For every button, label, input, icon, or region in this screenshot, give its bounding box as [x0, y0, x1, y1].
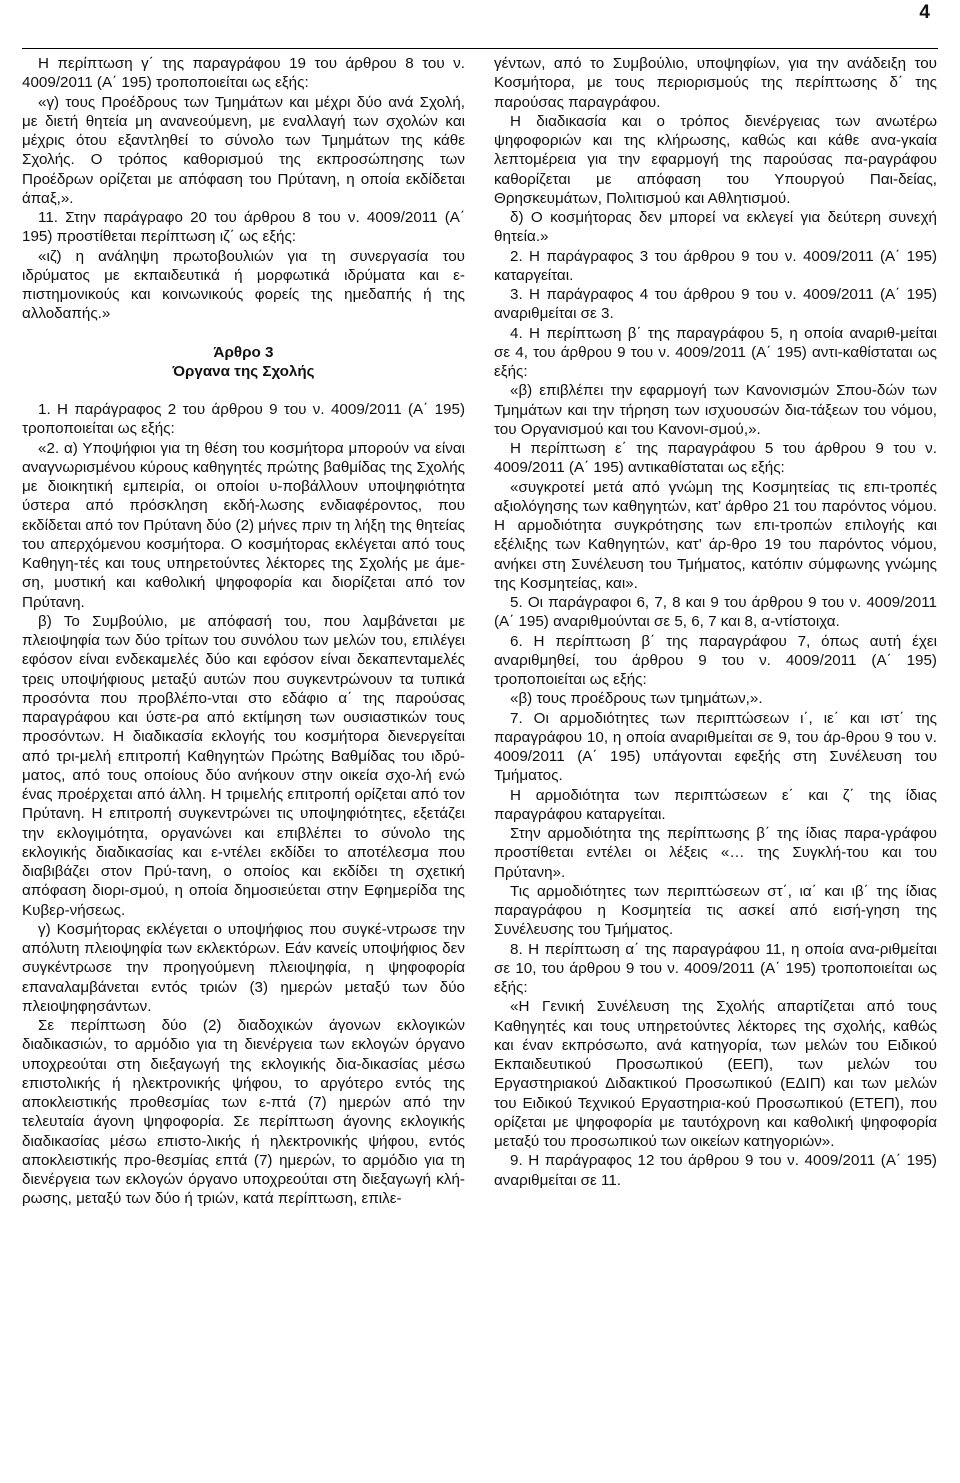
header-rule	[22, 48, 938, 49]
paragraph: «Η Γενική Συνέλευση της Σχολής απαρτίζεται από τους Καθηγητές και τους υπηρετούντες λέκτορες της σχολής, καθώς και έναν εκπρόσωπο, ανά κατηγορία, των μελών του Ειδικού Εκπαιδευτικού Προσωπικού (ΕΕΠ), των μελών του Εργαστηριακού Διδακτικού Προσωπικού (ΕΔΙΠ) και των μελών του Ειδικού Τεχνικού Εργαστηρια-κού Προσωπικού (ΕΤΕΠ), που ορίζεται με ψηφοφορία με ταυτόχρονη και καθολική ψηφοφορία μεταξύ του προσωπικού των οικείων κατηγοριών».	[494, 998, 937, 1150]
spacer	[22, 324, 465, 343]
paragraph: 9. Η παράγραφος 12 του άρθρου 9 του ν. 4009/2011 (Α΄ 195) αναριθμείται σε 11.	[494, 1152, 937, 1189]
paragraph: «συγκροτεί μετά από γνώμη της Κοσμητείας τις επι-τροπές αξιολόγησης των καθηγητών, κατ’ άρθρο 21 του παρόντος νόμου. Η αρμοδιότητα συγκρότησης των επι-τροπών επιλογής και εξέλιξης των Καθηγητών, κατ’ άρ-θρο 19 του παρόντος νόμου, ανήκει στη Συνέλευση του Τμήματος, κατόπιν σύμφωνης γνώμης της Κοσμητείας, και».	[494, 478, 937, 592]
paragraph: 3. Η παράγραφος 4 του άρθρου 9 του ν. 4009/2011 (Α΄ 195) αναριθμείται σε 3.	[494, 286, 937, 323]
paragraph: «ιζ) η ανάληψη πρωτοβουλιών για τη συνεργασία του ιδρύματος με εκπαιδευτικά ή μορφωτικά ιδρύματα και ε-πιστημονικούς και κοινωνικούς φορείς της ημεδαπής ή της αλλοδαπής.»	[22, 247, 465, 323]
paragraph: Η περίπτωση γ΄ της παραγράφου 19 του άρθρου 8 του ν. 4009/2011 (Α΄ 195) τροποποιείται ως εξής:	[22, 55, 465, 92]
paragraph: 2. Η παράγραφος 3 του άρθρου 9 του ν. 4009/2011 (Α΄ 195) καταργείται.	[494, 247, 937, 284]
paragraph: Τις αρμοδιότητες των περιπτώσεων στ΄, ια΄ και ιβ΄ της ίδιας παραγράφου η Κοσμητεία τις ασκεί από εισή-γηση της Συνέλευσης του Τμήματος.	[494, 882, 937, 939]
paragraph: Στην αρμοδιότητα της περίπτωσης β΄ της ίδιας παρα-γράφου προστίθεται εντέλει οι λέξεις «… της Συγκλή-του και του Πρύτανη».	[494, 825, 937, 881]
paragraph: 8. Η περίπτωση α΄ της παραγράφου 11, η οποία ανα-ριθμείται σε 10, του άρθρου 9 του ν. 4009/2011 (Α΄ 195) τροποποιείται ως εξής:	[494, 940, 937, 996]
paragraph: β) Το Συμβούλιο, με απόφασή του, που λαμβάνεται με πλειοψηφία των δύο τρίτων του συνόλου των μελών του, επιλέγει εφόσον είναι ενδεκαμελές δύο και εφόσον είναι δεκαπενταμελές τρεις υποψήφιους μεταξύ αυτών που συγκεντρώνουν τα τυπικά προσόντα που προβλέπο-νται στο εδάφιο α΄ της παρούσας παραγράφου και ύστε-ρα από εκτίμηση των ουσιαστικών τους προσόντων. Η διαδικασία εκλογής του κοσμήτορα διενεργείται από τρι-μελή επιτροπή Καθηγητών Πρώτης Βαθμίδας του ιδρύ-ματος, από τους οποίους δύο ανήκουν στην οικεία σχο-λή ενώ ένας προέρχεται από άλλη. Η τριμελής επιτροπή ορίζεται από τον Πρύτανη. Η επιτροπή συγκεντρώνει τις υποψηφιότητες, εξετάζει την εκλογιμότητα, οργανώνει και επιβλέπει το σύνολο της εκλογικής διαδικασίας και ε-ντέλει εκδίδει το αποτέλεσμα που διαβιβάζει στον Πρύ-τανη, ο οποίος και εκδίδει τη σχετική απόφαση διορι-σμού, η οποία δημοσιεύεται στην Εφημερίδα της Κυβερ-νήσεως.	[22, 612, 465, 919]
paragraph: «2. α) Υποψήφιοι για τη θέση του κοσμήτορα μπορούν να είναι αναγνωρισμένου κύρους καθηγητές πρώτης βαθμίδας της Σχολής με διοικητική εμπειρία, οι οποίοι υ-ποβάλλουν υποψηφιότητα ύστερα από πρόσκληση εκδή-λωσης ενδιαφέροντος, που εκδίδεται από τον Πρύτανη δύο (2) μήνες πριν τη λήξη της θητείας του απερχόμενου κοσμήτορα. Ο κοσμήτορας εκλέγεται από τους Καθηγη-τές και τους υπηρετούντες λέκτορες της Σχολής με άμε-ση, μυστική και καθολική ψηφοφορία και διορίζεται από τον Πρύτανη.	[22, 439, 466, 611]
paragraph: «β) επιβλέπει την εφαρμογή των Κανονισμών Σπου-δών των Τμημάτων και την τήρηση των ισχυουσών δια-τάξεων του νόμου, του Οργανισμού και του Κανονι-σμού,».	[494, 382, 937, 438]
paragraph: 7. Οι αρμοδιότητες των περιπτώσεων ι΄, ιε΄ και ιστ΄ της παραγράφου 10, η οποία αναριθμείται σε 9, του άρ-θρου 9 του ν. 4009/2011 (Α΄ 195) υπάγονται εφεξής στη Συνέλευση του Τμήματος.	[494, 709, 937, 785]
paragraph: «β) τους προέδρους των τμημάτων,».	[510, 690, 763, 708]
paragraph: Η περίπτωση ε΄ της παραγράφου 5 του άρθρου 9 του ν. 4009/2011 (Α΄ 195) αντικαθίσταται ως εξής:	[494, 440, 937, 477]
paragraph: 4. Η περίπτωση β΄ της παραγράφου 5, η οποία αναριθ-μείται σε 4, του άρθρου 9 του ν. 4009/2011 (Α΄ 195) αντι-καθίσταται ως εξής:	[494, 324, 937, 380]
left-column	[22, 54, 465, 1209]
paragraph: Η αρμοδιότητα των περιπτώσεων ε΄ και ζ΄ της ίδιας παραγράφου καταργείται.	[494, 786, 937, 823]
spacer	[22, 381, 465, 400]
article-number: Άρθρο 3	[213, 343, 274, 361]
paragraph: 5. Οι παράγραφοι 6, 7, 8 και 9 του άρθρου 9 του ν. 4009/2011 (Α΄ 195) αναριθμούνται σε 5, 6, 7 και 8, α-ντίστοιχα.	[494, 594, 937, 631]
paragraph: Σε περίπτωση δύο (2) διαδοχικών άγονων εκλογικών διαδικασιών, το αρμόδιο για τη διενέργεια των εκλογών όργανο υποχρεούται στη διεξαγωγή της εκλογικής δια-δικασίας μέσω επιστολικής ή ηλεκτρονικής ψήφου, το αργότερο εντός της αποκλειστικής προθεσμίας των ε-πτά (7) ημερών από την τελευταία άγονη ψηφοφορία. Σε περίπτωση άγονης εκλογικής διαδικασίας μέσω επιστο-λικής ή ηλεκτρονικής ψήφου, εντός αποκλειστικής προ-θεσμίας επτά (7) ημερών, το αρμόδιο για τη διενέργεια των εκλογών όργανο υποχρεούται στη διεξαγωγή κλή-ρωσης, μεταξύ των δύο ή τριών, κατά περίπτωση, επιλε-	[22, 1017, 465, 1208]
paragraph: 1. Η παράγραφος 2 του άρθρου 9 του ν. 4009/2011 (Α΄ 195) τροποποιείται ως εξής:	[22, 401, 465, 438]
paragraph: δ) Ο κοσμήτορας δεν μπορεί να εκλεγεί για δεύτερη συνεχή θητεία.»	[494, 209, 937, 246]
paragraph: 11. Στην παράγραφο 20 του άρθρου 8 του ν. 4009/2011 (Α΄ 195) προστίθεται περίπτωση ιζ΄ ως εξής:	[22, 209, 465, 246]
paragraph: Η διαδικασία και ο τρόπος διενέργειας των ανωτέρω ψηφοφοριών και της κλήρωσης, καθώς και κάθε ανα-γκαία λεπτομέρεια για την εφαρμογή της παρούσας πα-ραγράφου καθορίζεται με απόφαση του Υπουργού Παι-δείας, Θρησκευμάτων, Πολιτισμού και Αθλητισμού.	[494, 112, 937, 207]
paragraph: γ) Κοσμήτορας εκλέγεται ο υποψήφιος που συγκέ-ντρωσε την απόλυτη πλειοψηφία των εκλεκτόρων. Εάν κανείς υποψήφιος δεν συγκέντρωσε την προηγούμενη πλειοψηφία, η ψηφοφορία επαναλαμβάνεται εντός τριών (3) ημερών μεταξύ των δύο πλειοψηφησάντων.	[22, 920, 465, 1015]
paragraph: 6. Η περίπτωση β΄ της παραγράφου 7, όπως αυτή έχει αναριθμηθεί, του άρθρου 9 του ν. 4009/2011 (Α΄ 195) τροποποιείται ως εξής:	[494, 632, 937, 688]
right-column	[494, 54, 937, 1190]
paragraph: γέντων, από το Συμβούλιο, υποψηφίων, για την ανάδειξη του Κοσμήτορα, με τους περιορισμούς της περίπτωσης δ΄ της παρούσας παραγράφου.	[494, 55, 937, 111]
paragraph: «γ) τους Προέδρους των Τμημάτων και μέχρι δύο ανά Σχολή, με διετή θητεία μη ανανεούμενη, με εναλλαγή των σχολών και μέχρις ότου εξαντληθεί το σύνολο των Τμημάτων της κάθε Σχολής. Ο τρόπος καθορισμού της εκπροσώπησης των Προέδρων ορίζεται με απόφαση του Πρύτανη, η οποία εκδίδεται άπαξ,».	[22, 93, 465, 207]
page-number: 4	[919, 2, 930, 23]
article-heading: Όργανα της Σχολής	[172, 362, 315, 380]
